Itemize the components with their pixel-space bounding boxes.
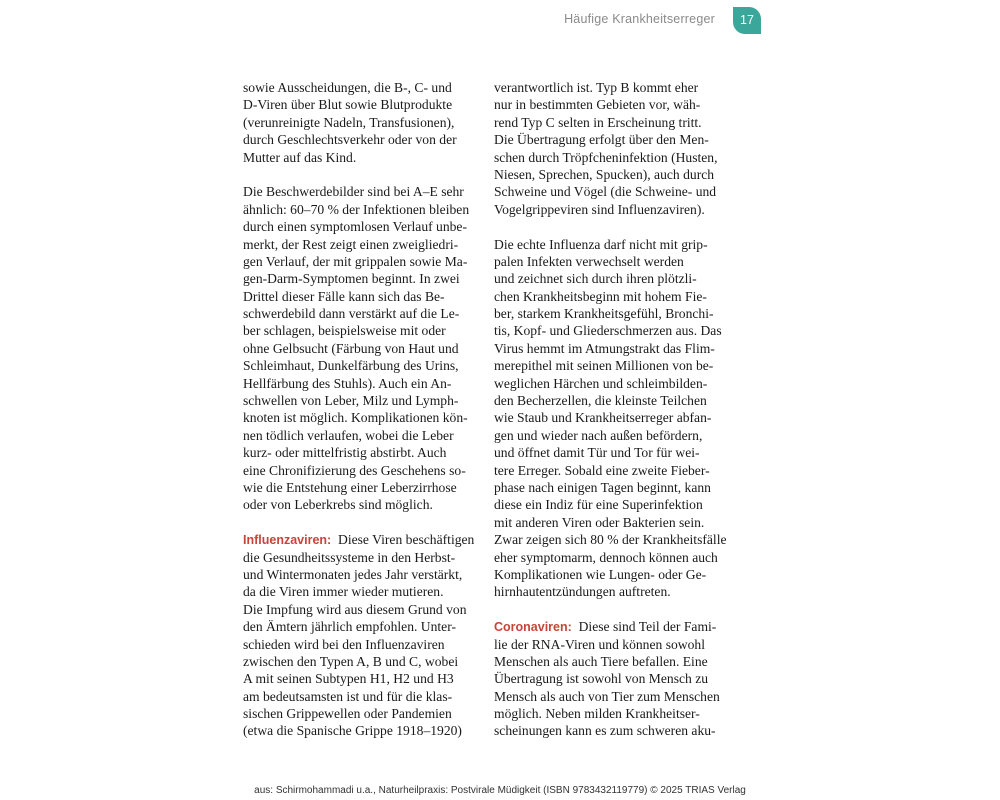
running-head-title: Häufige Krankheitserreger bbox=[564, 12, 715, 26]
text-line: merkt, der Rest zeigt einen zweigliedri- bbox=[243, 236, 459, 252]
text-line bbox=[243, 531, 483, 548]
text-line: Komplikationen wie Lungen- oder Ge- bbox=[494, 566, 707, 582]
text-line: Die Beschwerdebilder sind bei A–E sehr bbox=[243, 184, 464, 200]
text-line: lie der RNA-Viren und können sowohl bbox=[494, 636, 705, 652]
text-line: Vogelgrippeviren sind Influenzaviren). bbox=[494, 201, 705, 217]
text-line: schwerdebild dann verstärkt auf die Le- bbox=[243, 306, 460, 322]
text-line: Schleimhaut, Dunkelfärbung des Urins, bbox=[243, 358, 459, 374]
text-line: merepithel mit seinen Millionen von be- bbox=[494, 358, 714, 374]
text-line: chen Krankheitsbeginn mit hohem Fie- bbox=[494, 288, 707, 304]
paragraph-hepatitis-transmission bbox=[243, 79, 483, 166]
text-line: palen Infekten verwechselt werden bbox=[494, 253, 684, 269]
paragraph-real-influenza bbox=[494, 236, 739, 601]
text-line: oder von Leberkrebs sind möglich. bbox=[243, 497, 433, 513]
text-line: Die Übertragung erfolgt über den Men- bbox=[494, 132, 709, 148]
right-text-column bbox=[494, 79, 739, 740]
text-line: schen durch Tröpfcheninfektion (Husten, bbox=[494, 149, 718, 165]
text-line: Die Impfung wird aus diesem Grund von bbox=[243, 601, 467, 617]
text-line: weglichen Härchen und schleimbilden- bbox=[494, 375, 708, 391]
text-line: hirnhautentzündungen auftreten. bbox=[494, 584, 671, 600]
text-line: Übertragung ist sowohl von Mensch zu bbox=[494, 671, 709, 687]
keyword-coronaviren: Coronaviren: bbox=[494, 620, 572, 635]
paragraph-hepatitis-symptoms bbox=[243, 183, 483, 513]
text-line: ber, starkem Krankheitsgefühl, Bronchi- bbox=[494, 306, 714, 322]
text-line: phase nach einigen Tagen beginnt, kann bbox=[494, 479, 711, 495]
text-line: Niesen, Sprechen, Spucken), auch durch bbox=[494, 166, 715, 182]
text-line: (verunreinigte Nadeln, Transfusionen), bbox=[243, 114, 455, 130]
text-line: scheinungen kann es zum schweren aku- bbox=[494, 723, 716, 739]
text-line: Mutter auf das Kind. bbox=[243, 149, 357, 165]
text-line: den Ämtern jährlich empfohlen. Unter- bbox=[243, 619, 456, 635]
text-line: tis, Kopf- und Gliederschmerzen aus. Das bbox=[494, 323, 722, 339]
text-line: mit anderen Viren oder Bakterien sein. bbox=[494, 514, 705, 530]
text-line: sischen Grippewellen oder Pandemien bbox=[243, 706, 452, 722]
text-line: eher symptomarm, dennoch können auch bbox=[494, 549, 718, 565]
text-fragment: Diese sind Teil der Fami- bbox=[578, 619, 717, 635]
text-line: A mit seinen Subtypen H1, H2 und H3 bbox=[243, 671, 454, 687]
text-line: Hellfärbung des Stuhls). Auch ein An- bbox=[243, 375, 452, 391]
text-line: verantwortlich ist. Typ B kommt eher bbox=[494, 80, 699, 95]
text-line: Menschen als auch Tiere befallen. Eine bbox=[494, 653, 708, 669]
text-line: den Becherzellen, die kleinste Teilchen bbox=[494, 393, 707, 409]
text-line: wie die Entstehung einer Leberzirrhose bbox=[243, 479, 457, 495]
text-line: durch Geschlechtsverkehr oder von der bbox=[243, 132, 457, 148]
paragraph-influenza-transmission bbox=[494, 79, 739, 218]
text-fragment: Diese Viren beschäftigen bbox=[338, 532, 475, 548]
text-line: ähnlich: 60–70 % der Infektionen bleiben bbox=[243, 201, 470, 217]
text-line: und zeichnet sich durch ihren plötzli- bbox=[494, 271, 697, 287]
text-line: und öffnet damit Tür und Tor für wei- bbox=[494, 445, 700, 461]
text-line: knoten ist möglich. Komplikationen kön- bbox=[243, 410, 468, 426]
text-line: Drittel dieser Fälle kann sich das Be- bbox=[243, 288, 445, 304]
text-line: schieden wird bei den Influenzaviren bbox=[243, 636, 445, 652]
text-line: durch einen symptomlosen Verlauf unbe- bbox=[243, 219, 467, 235]
text-line: Zwar zeigen sich 80 % der Krankheitsfälle bbox=[494, 532, 727, 548]
text-line: möglich. Neben milden Krankheitser- bbox=[494, 706, 700, 722]
text-line: gen Verlauf, der mit grippalen sowie Ma- bbox=[243, 253, 468, 269]
text-line: nur in bestimmten Gebieten vor, wäh- bbox=[494, 97, 701, 113]
page-number-badge: 17 bbox=[733, 7, 761, 34]
text-line: (etwa die Spanische Grippe 1918–1920) bbox=[243, 723, 462, 739]
text-line: schwellen von Leber, Milz und Lymph- bbox=[243, 393, 459, 409]
text-line: die Gesundheitssysteme in den Herbst- bbox=[243, 549, 456, 565]
text-line: eine Chronifizierung des Geschehens so- bbox=[243, 462, 466, 478]
text-line: Schweine und Vögel (die Schweine- und bbox=[494, 184, 717, 200]
paragraph-influenza bbox=[243, 531, 483, 740]
text-line bbox=[494, 618, 739, 635]
text-line: Virus hemmt im Atmungstrakt das Flim- bbox=[494, 340, 715, 356]
text-line: gen und wieder nach außen befördern, bbox=[494, 427, 703, 443]
text-line: ber schlagen, beispielsweise mit oder bbox=[243, 323, 446, 339]
text-line: rend Typ C selten in Erscheinung tritt. bbox=[494, 114, 702, 130]
text-line: tere Erreger. Sobald eine zweite Fieber- bbox=[494, 462, 710, 478]
text-line: am bedeutsamsten ist und für die klas- bbox=[243, 688, 453, 704]
left-text-column bbox=[243, 79, 483, 740]
text-line: zwischen den Typen A, B und C, wobei bbox=[243, 653, 459, 669]
text-line: Die echte Influenza darf nicht mit grip- bbox=[494, 236, 708, 252]
keyword-influenzaviren: Influenzaviren: bbox=[243, 533, 332, 548]
text-line: D-Viren über Blut sowie Blutprodukte bbox=[243, 97, 453, 113]
text-line: da die Viren immer wieder mutieren. bbox=[243, 584, 444, 600]
paragraph-coronaviren bbox=[494, 618, 739, 740]
text-line: ohne Gelbsucht (Färbung von Haut und bbox=[243, 340, 459, 356]
text-line: kurz- oder mittelfristig abstirbt. Auch bbox=[243, 445, 447, 461]
text-line: wie Staub und Krankheitserreger abfan- bbox=[494, 410, 712, 426]
text-line: sowie Ausscheidungen, die B-, C- und bbox=[243, 80, 452, 95]
text-line: Mensch als auch von Tier zum Menschen bbox=[494, 688, 720, 704]
text-line: nen tödlich verlaufen, wobei die Leber bbox=[243, 427, 454, 443]
text-line: und Wintermonaten jedes Jahr verstärkt, bbox=[243, 566, 463, 582]
text-line: gen-Darm-Symptomen beginnt. In zwei bbox=[243, 271, 460, 287]
source-footer: aus: Schirmohammadi u.a., Naturheilpraxis: Postvirale Müdigkeit (ISBN 9783432119779) © 2025 TRIAS Verlag bbox=[254, 785, 746, 796]
text-line: diese ein Indiz für eine Superinfektion bbox=[494, 497, 703, 513]
